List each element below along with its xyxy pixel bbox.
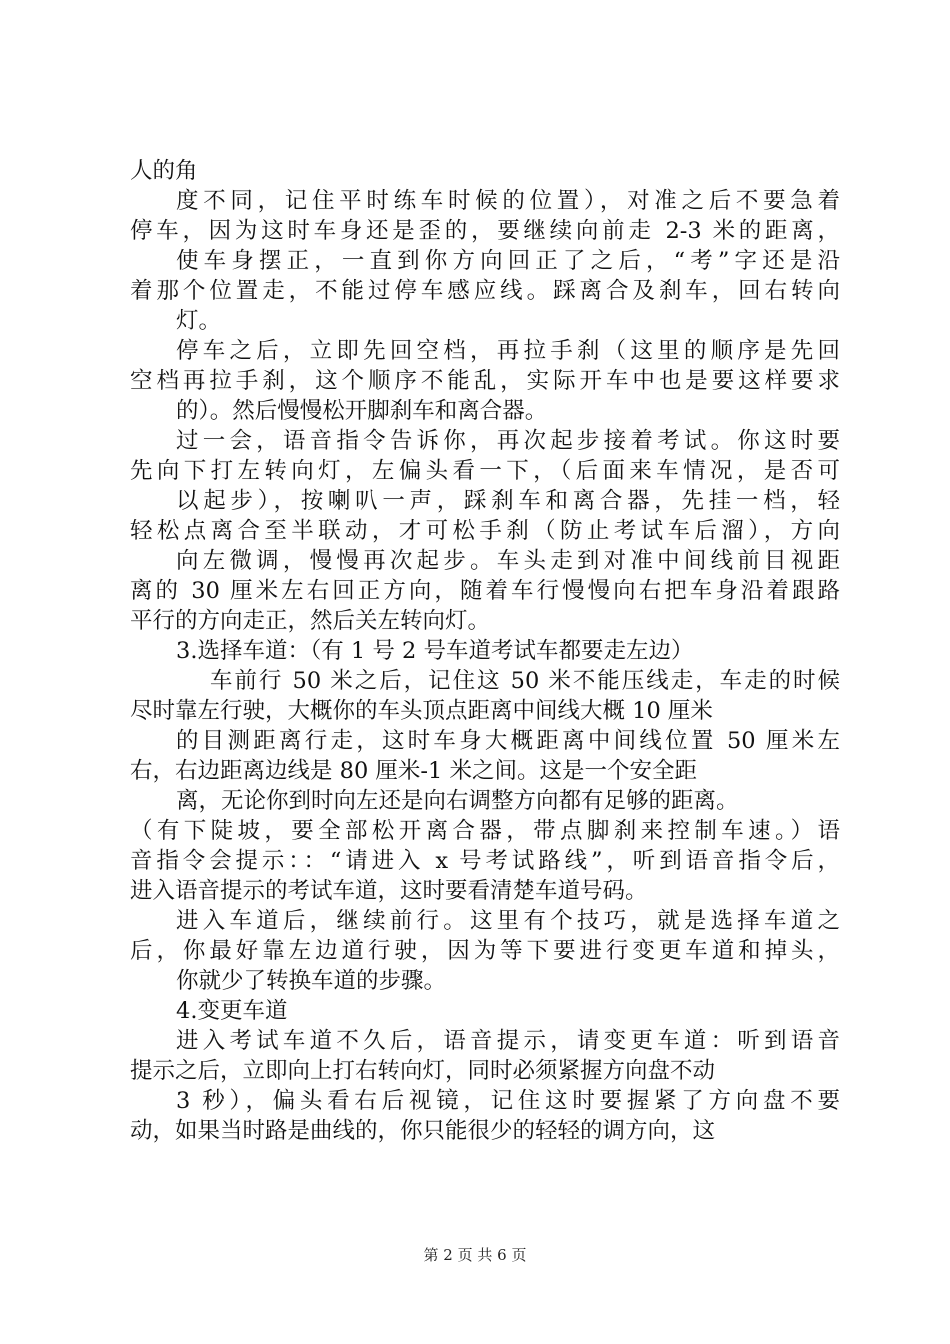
body-text <box>130 156 840 1146</box>
text-line: 的目测距离行走，这时车身大概距离中间线位置 50 厘米左 <box>176 728 840 754</box>
text-line: 着那个位置走，不能过停车感应线。踩离合及刹车，回右转向 <box>130 278 840 304</box>
text-line: 进入考试车道不久后，语音提示，请变更车道：听到语音 <box>176 1028 840 1054</box>
text-line: 灯。 <box>176 308 222 334</box>
text-line: 使车身摆正，一直到你方向回正了之后，“考”字还是沿 <box>176 248 840 274</box>
text-line: 停车之后，立即先回空档，再拉手刹（这里的顺序是先回 <box>176 338 840 364</box>
text-line: 3 秒），偏头看右后视镜，记住这时要握紧了方向盘不要 <box>176 1088 840 1114</box>
text-line: 停车，因为这时车身还是歪的，要继续向前走 2-3 米的距离， <box>130 218 840 244</box>
text-line: 向左微调，慢慢再次起步。车头走到对准中间线前目视距 <box>176 548 840 574</box>
text-line: 离的 30 厘米左右回正方向，随着车行慢慢向右把车身沿着跟路 <box>130 578 840 604</box>
text-line: 你就少了转换车道的步骤。 <box>176 968 447 994</box>
text-line: 车前行 50 米之后，记住这 50 米不能压线走，车走的时候 <box>210 668 840 694</box>
text-line: 平行的方向走正，然后关左转向灯。 <box>130 608 491 634</box>
text-line: 进入车道后，继续前行。这里有个技巧，就是选择车道之 <box>176 908 840 934</box>
text-line: （有下陡坡，要全部松开离合器，带点脚刹来控制车速。）语 <box>130 818 840 844</box>
text-line: 动，如果当时路是曲线的，你只能很少的轻轻的调方向，这 <box>130 1118 716 1144</box>
text-line: 以起步），按喇叭一声，踩刹车和离合器，先挂一档，轻 <box>176 488 840 514</box>
text-line: 进入语音提示的考试车道，这时要看清楚车道号码。 <box>130 878 648 904</box>
section-heading-3: 3.选择车道：（有 1 号 2 号车道考试车都要走左边） <box>176 638 694 664</box>
text-line: 后，你最好靠左边道行驶，因为等下要进行变更车道和掉头， <box>130 938 840 964</box>
section-heading-4: 4.变更车道 <box>176 998 288 1024</box>
text-line: 空档再拉手刹，这个顺序不能乱，实际开车中也是要这样要求 <box>130 368 840 394</box>
text-line: 轻松点离合至半联动，才可松手刹（防止考试车后溜），方向 <box>130 518 840 544</box>
text-line: 尽时靠左行驶，大概你的车头顶点距离中间线大概 10 厘米 <box>130 698 713 724</box>
text-line: 人的角 <box>130 158 198 184</box>
text-line: 离，无论你到时向左还是向右调整方向都有足够的距离。 <box>176 788 739 814</box>
text-line: 先向下打左转向灯，左偏头看一下，（后面来车情况，是否可 <box>130 458 840 484</box>
text-line: 的）。然后慢慢松开脚刹车和离合器。 <box>176 398 548 424</box>
text-line: 右，右边距离边线是 80 厘米-1 米之间。这是一个安全距 <box>130 758 698 784</box>
text-line: 音指令会提示：：“请进入 x 号考试路线”，听到语音指令后， <box>130 848 840 874</box>
text-line: 过一会，语音指令告诉你，再次起步接着考试。你这时要 <box>176 428 840 454</box>
text-line: 提示之后，立即向上打右转向灯，同时必须紧握方向盘不动 <box>130 1058 716 1084</box>
page-footer: 第 2 页 共 6 页 <box>423 1246 527 1264</box>
text-line: 度不同，记住平时练车时候的位置），对准之后不要急着 <box>176 188 840 214</box>
